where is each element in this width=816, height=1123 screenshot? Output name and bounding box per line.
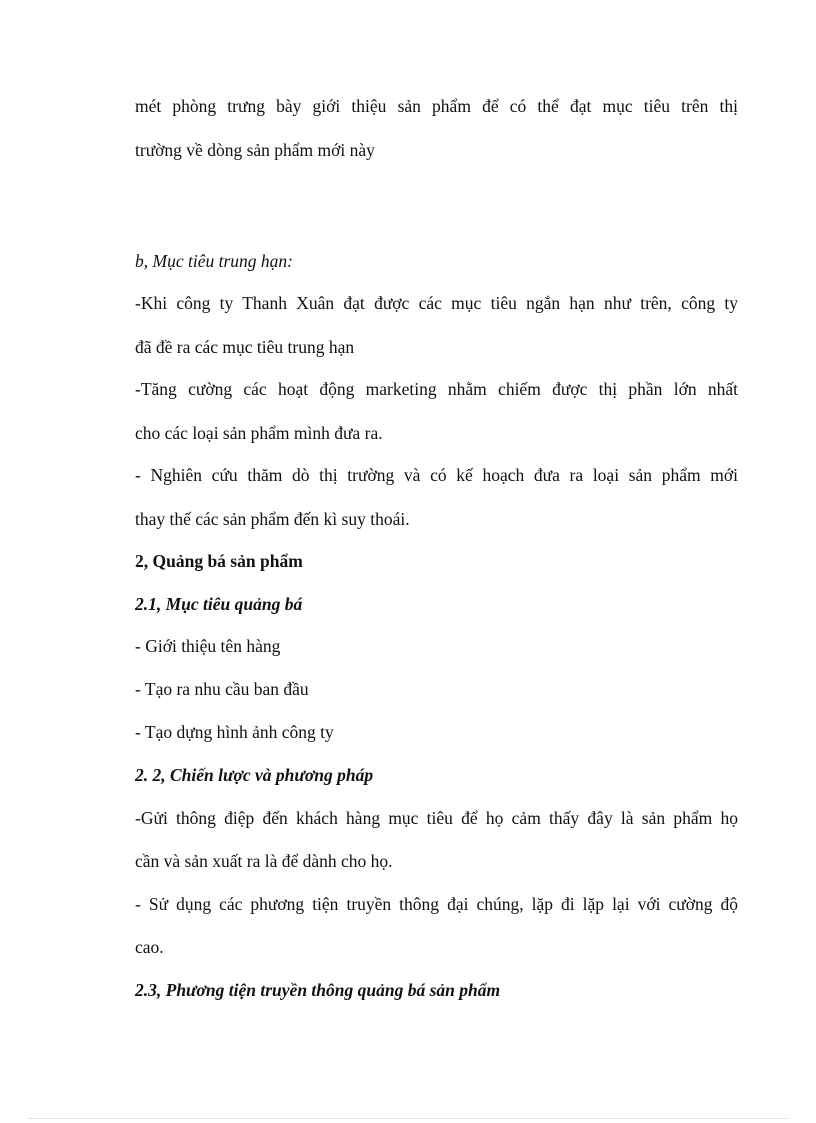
paragraph-line: - Sử dụng các phương tiện truyền thông đại chúng, lặp đi lặp lại với cường độ <box>135 894 738 914</box>
paragraph-line: - Nghiên cứu thăm dò thị trường và có kế hoạch đưa ra loại sản phẩm mới <box>135 465 738 485</box>
subsection-heading: 2. 2, Chiến lược và phương pháp <box>135 765 374 785</box>
paragraph-line: cho các loại sản phẩm mình đưa ra. <box>135 423 383 443</box>
paragraph-line: -Tăng cường các hoạt động marketing nhằm chiếm được thị phần lớn nhất <box>135 379 738 399</box>
paragraph-line: -Khi công ty Thanh Xuân đạt được các mục tiêu ngắn hạn như trên, công ty <box>135 293 738 313</box>
page-bottom-divider <box>28 1118 788 1119</box>
paragraph-line: trường về dòng sản phẩm mới này <box>135 140 375 160</box>
section-heading: 2, Quảng bá sản phẩm <box>135 551 303 571</box>
bullet-item: - Tạo dựng hình ảnh công ty <box>135 722 334 742</box>
paragraph-line: cao. <box>135 937 164 957</box>
paragraph-line: cần và sản xuất ra là để dành cho họ. <box>135 851 393 871</box>
subheading-medium-term-goals: b, Mục tiêu trung hạn: <box>135 251 293 271</box>
bullet-item: - Giới thiệu tên hàng <box>135 636 281 656</box>
paragraph-line: mét phòng trưng bày giới thiệu sản phẩm để có thể đạt mục tiêu trên thị <box>135 96 738 116</box>
paragraph-line: đã đề ra các mục tiêu trung hạn <box>135 337 355 357</box>
subsection-heading: 2.1, Mục tiêu quảng bá <box>135 594 303 614</box>
paragraph-line: thay thế các sản phẩm đến kì suy thoái. <box>135 509 410 529</box>
subsection-heading: 2.3, Phương tiện truyền thông quảng bá sản phẩm <box>135 980 501 1000</box>
bullet-item: - Tạo ra nhu cầu ban đầu <box>135 679 309 699</box>
paragraph-line: -Gửi thông điệp đến khách hàng mục tiêu để họ cảm thấy đây là sản phẩm họ <box>135 808 738 828</box>
